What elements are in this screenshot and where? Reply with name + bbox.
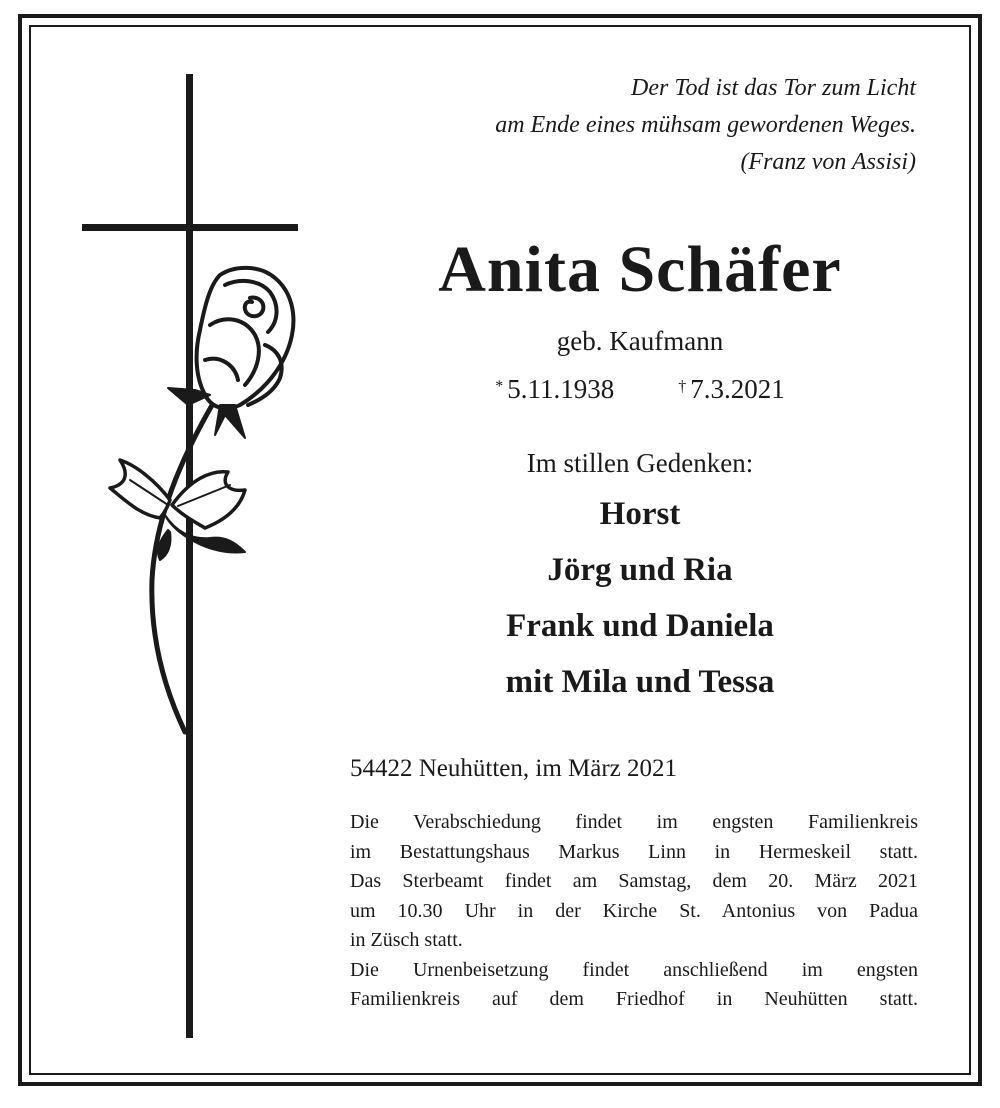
mourners-intro: Im stillen Gedenken: [526,448,754,478]
funeral-notice [350,808,918,1015]
death-date: 7.3.2021 [690,374,785,404]
notice-line: um 10.30 Uhr in der Kirche St. Antonius von Padua [350,899,918,922]
announcement-center [380,230,900,710]
notice-line: Die Verabschiedung findet im engsten Familienkreis [350,811,918,833]
cross-icon [82,74,298,1038]
life-dates [380,372,900,406]
mourner-line: Horst [599,496,681,532]
rose-icon [110,268,293,732]
cross-with-rose [60,60,340,1050]
maiden-name: geb. Kaufmann [556,326,724,356]
notice-line: Das Sterbeamt findet am Samstag, dem 20. März 2021 [350,870,918,892]
place-date: 54422 Neuhütten, im März 2021 [350,755,678,782]
notice-line: Die Urnenbeisetzung findet anschließend im engsten [350,958,918,981]
quote-attribution: (Franz von Assisi) [740,149,916,175]
birth-symbol: * [495,378,504,395]
notice-line: Familienkreis auf dem Friedhof in Neuhütten statt. [350,988,918,1010]
birth-date-group [495,372,614,406]
notice-line: im Bestattungshaus Markus Linn in Hermeskeil statt. [350,840,918,863]
death-symbol: † [678,378,687,395]
deceased-name: Anita Schäfer [438,233,842,306]
quote-line-2: am Ende eines mühsam gewordenen Weges. [495,112,916,138]
quote-line-1: Der Tod ist das Tor zum Licht [631,75,916,101]
mourners-list [380,486,900,710]
mourner-line: Jörg und Ria [547,552,733,588]
quote-block [356,70,916,181]
mourner-line: Frank und Daniela [506,608,774,644]
mourner-line: mit Mila und Tessa [505,664,775,700]
notice-line: in Züsch statt. [350,929,463,951]
death-date-group [678,372,785,406]
birth-date: 5.11.1938 [507,374,615,404]
